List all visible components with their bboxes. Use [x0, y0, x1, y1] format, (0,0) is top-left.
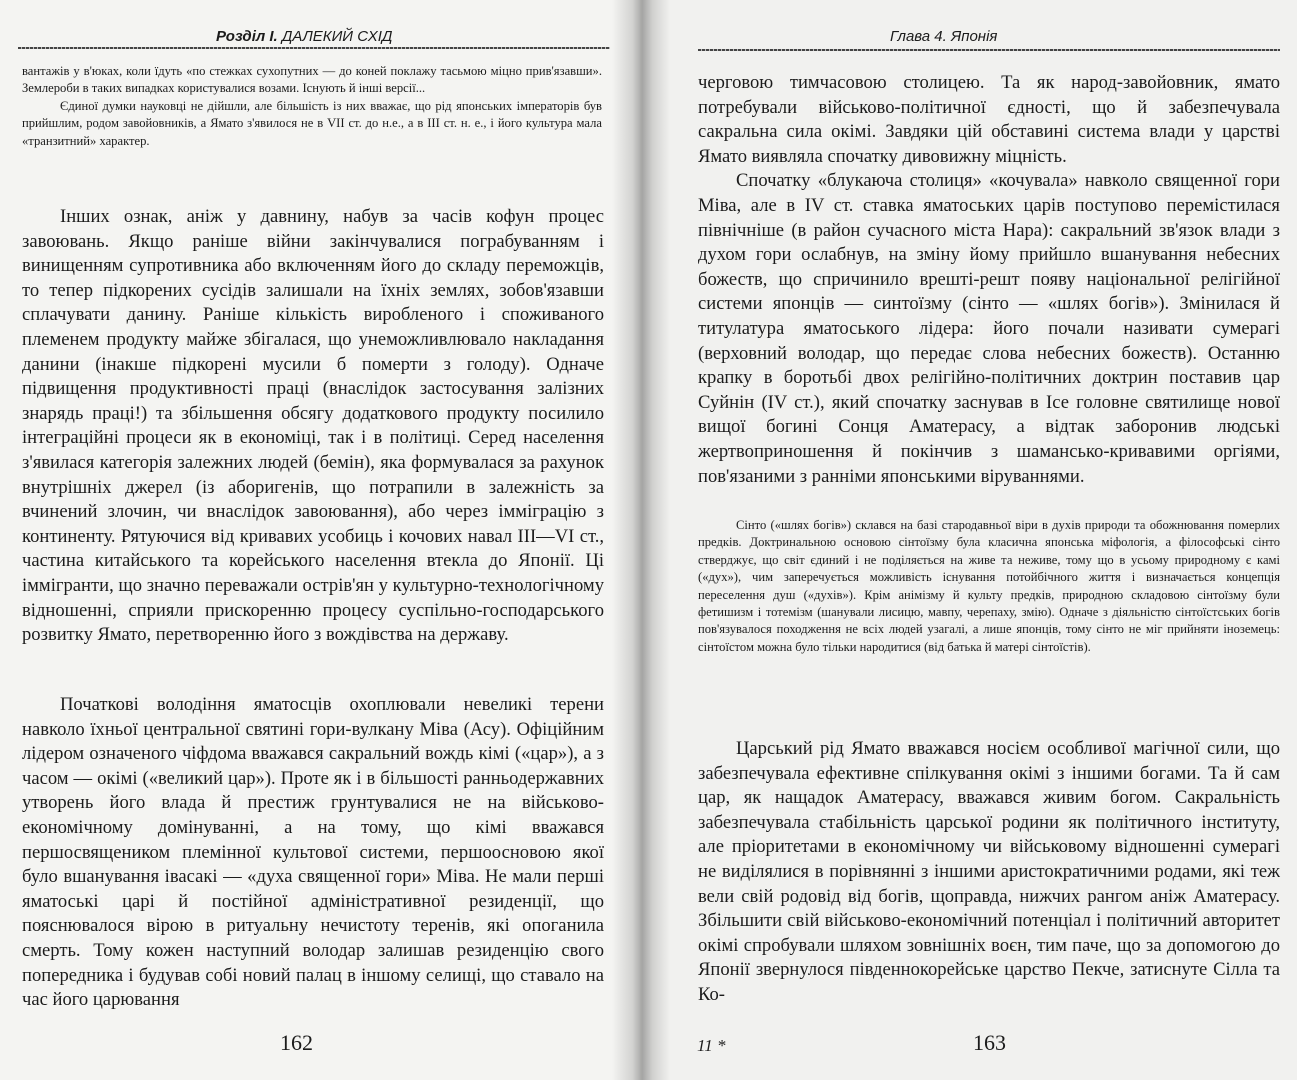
- right-note-block: [698, 517, 1280, 656]
- body-paragraph: Спочатку «блукаюча столиця» «кочувала» навколо священної гори Міва, але в IV ст. ставка яматоських царів поступово перемістилася північніше (в район сучасного міста Нара): сакральний зв'язок влади з духом гори ослабнув, на зміну йому прийшло вшанування небесних божеств, що спричинило врешті-решт появу національної релігійної системи японців — синтоїзму (сінто — «шлях богів»). Змінилася й титулатура яматоського лідера: його почали називати сумерагі (верховний володар, що передає слова небесних божеств). Останню крапку в боротьбі двох релігійно-політичних доктрин поставив цар Суйнін (IV ст.), який спочатку заснував в Ісе головне святилище нової вищої богині Сонця Аматерасу, а відтак заборонив людські жертвоприношення й покінчив з шамансько-кривавими оргіями, пов'язаними з ранніми японськими віруваннями.: [698, 170, 1280, 487]
- right-body-text: [698, 71, 1280, 489]
- left-running-header: [216, 28, 392, 45]
- note-paragraph: Сінто («шлях богів») склався на базі стародавньої віри в духів природи та обожнювання померлих предків. Доктринальною основою сінтоїзму була класична японська міфологія, а філософські сінто стверджує, що світ єдиний і не поділяється на живе та неживе, тому що в усьому природному є камі («дух»), чим заперечується можливість існування потойбічного життя і визначається концепція переселення душ («духів»). Крім анімізму й культу предків, природною складовою сінтоїзму були фетишизм і тотемізм (шанували лисицю, мавпу, черепаху, змію). Одначе з діяльністю сінтоїстських богів пов'язувалося походження не всіх людей узагалі, а лише японців, тому сінто не міг прийняти іноземець: сінтоїстом можна було тільки народитися (від батька й матері сінтоїстів).: [698, 518, 1280, 654]
- left-body-text-2: [22, 693, 604, 1013]
- header-rule: [698, 49, 1280, 51]
- book-gutter-shadow: [612, 0, 670, 1080]
- page-number: 163: [973, 1030, 1006, 1055]
- body-paragraph: Початкові володіння яматосців охоплювали невеликі терени навколо їхньої центральної святині гори-вулкану Міва (Асу). Офіційним лідером означеного чіфдома вважався сакральний вождь кімі («цар»), а з часом — окімі («великий цар»). Проте як і в більшості ранньодержавних утворень його влада й престиж грунтувалися не на військово-економічному домінуванні, а на тому, що кімі вважався першосвящеником племінної культової системи, першоосновою якої було вшанування івасакі — «духа священної гори» Міва. Не мали перші яматоські царі й постійної адміністративної резиденції, що пояснювалося вірою в ритуальну нечистоту теренів, які опоганила смерть. Тому кожен наступний володар залишав резиденцію свого попередника і будував собі новий палац в іншому селищі, що ставало на час його царювання: [22, 694, 604, 1011]
- left-page: [0, 0, 640, 1080]
- note-paragraph: вантажів у в'юках, коли їдуть «по стежках сухопутних — до коней поклажу тасьмою міцно прив'язавши». Землероби в таких випадках користувалися возами. Існують й інші версії...: [22, 64, 602, 96]
- header-rule: [18, 47, 610, 49]
- left-footnote-block: [22, 63, 602, 150]
- body-paragraph: черговою тимчасовою столицею. Та як народ-завойовник, ямато потребували військово-політичної єдності, що й забезпечувала сакральна сила окімі. Завдяки цій обставині система влади у царстві Ямато виявляла спочатку дивовижну міцність.: [698, 72, 1280, 167]
- body-paragraph: Інших ознак, аніж у давнину, набув за часів кофун процес завоювань. Якщо раніше війни закінчувалися пограбуванням і винищенням супротивника або включенням його до складу переможців, то тепер підкорених сусідів залишали на їхніх землях, зобов'язавши сплачувати данину. Раніше кількість виробленого і споживаного племенем продукту майже збігалася, що унеможливлювало накладання данини (інакше підкорені мусили б померти з голоду). Одначе підвищення продуктивності праці (внаслідок застосування залізних знарядь праці!) та збільшення обсягу додаткового продукту посилило інтеграційні процеси як в економіці, так і в політиці. Серед населення з'явилася категорія залежних людей (бемін), яка формувалася за рахунок внутрішніх джерел (із аборигенів, що потрапили в залежність за вчинений злочин, чи внаслідок завоювання), або через імміграцію з континенту. Рятуючися від кривавих усобиць і кочових навал III—VI ст., частина китайського та корейського населення втекла до Японії. Ці іммігранти, що значно переважали острів'ян у культурно-технологічному відношенні, сприяли прискоренню процесу суспільно-господарського розвитку Ямато, перетворенню його з вождівства на державу.: [22, 206, 604, 646]
- body-paragraph: Царський рід Ямато вважався носієм особливої магічної сили, що забезпечувала ефективне спілкування окімі з іншими богами. Та й сам цар, як нащадок Аматерасу, вважався живим богом. Сакральність забезпечувала стабільність царської родини як політичного інституту, але пріоритетами в економічному чи військовому відношенні сумерагі не виділялися в порівнянні з іншими аристократичними родами, які теж вели свій родовід від богів, щоправда, нижчих рангом аніж Аматерасу. Збільшити свій військово-економічний потенціал і політичний авторитет окімі спробували шляхом зовнішніх воєн, тим паче, що за допомогою до Японії звернулося південнокорейське царство Пекче, затиснуте Сілла та Ко-: [698, 738, 1280, 1005]
- section-title: ДАЛЕКИЙ СХІД: [281, 28, 393, 45]
- left-body-text: [22, 205, 604, 648]
- section-label: Розділ I.: [216, 28, 278, 45]
- right-running-header: Глава 4. Японія: [890, 28, 998, 45]
- right-page: [640, 0, 1297, 1080]
- page-number: 162: [280, 1030, 313, 1055]
- right-body-text-2: [698, 737, 1280, 1008]
- note-paragraph: Єдиної думки науковці не дійшли, але більшість із них вважає, що рід японських імператорів був прийшлим, родом завойовників, а Ямато з'явилося не в VII ст. до н.е., а в III ст. н. е., і його культура мала «транзитний» характер.: [22, 98, 602, 148]
- signature-mark: 11 *: [697, 1036, 726, 1055]
